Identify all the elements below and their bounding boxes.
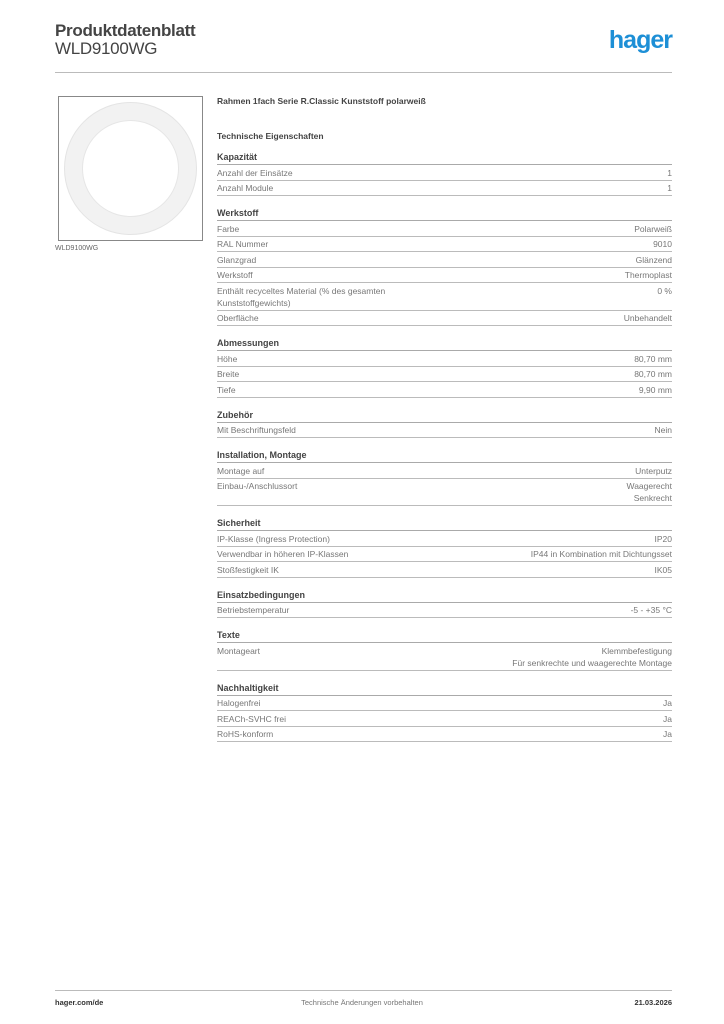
section-heading: Abmessungen <box>217 336 672 351</box>
property-row <box>217 603 672 619</box>
property-section <box>217 448 672 506</box>
property-label: Tiefe <box>217 384 236 395</box>
property-value: Unterputz <box>635 465 672 476</box>
property-row <box>217 221 672 237</box>
property-label: Betriebstemperatur <box>217 605 290 615</box>
section-heading: Nachhaltigkeit <box>217 681 672 696</box>
property-row <box>217 643 672 671</box>
section-heading: Werkstoff <box>217 206 672 221</box>
property-row <box>217 283 672 311</box>
page-title: Produktdatenblatt <box>55 21 196 40</box>
property-row <box>217 463 672 479</box>
section-heading: Einsatzbedingungen <box>217 588 672 603</box>
property-value: Waagerecht Senkrecht <box>626 481 672 503</box>
property-section <box>217 588 672 619</box>
frame-image-icon <box>59 97 202 240</box>
property-label: Breite <box>217 369 240 379</box>
property-row <box>217 165 672 181</box>
property-label: Glanzgrad <box>217 254 257 265</box>
property-label: Verwendbar in höheren IP-Klassen <box>217 549 349 559</box>
product-code: WLD9100WG <box>55 39 158 58</box>
property-row <box>217 268 672 284</box>
section-heading: Texte <box>217 628 672 643</box>
property-value: 9010 <box>653 239 672 249</box>
property-row <box>217 237 672 253</box>
property-row <box>217 351 672 367</box>
property-sections <box>217 150 672 742</box>
product-details <box>217 95 672 752</box>
property-row <box>217 311 672 327</box>
property-row <box>217 562 672 578</box>
footer-date: 21.03.2026 <box>634 998 672 1007</box>
property-label: Oberfläche <box>217 313 259 323</box>
property-value: 9,90 mm <box>638 384 672 395</box>
property-row <box>217 423 672 439</box>
property-label: Anzahl Module <box>217 183 274 193</box>
section-heading: Sicherheit <box>217 516 672 531</box>
property-value: 80,70 mm <box>634 369 672 379</box>
property-value: -5 - +35 °C <box>630 605 672 615</box>
property-value: Polarweiß <box>634 223 672 234</box>
property-label: Einbau-/Anschlussort <box>217 481 298 491</box>
footer-website: hager.com/de <box>55 998 104 1007</box>
property-value: Klemmbefestigung Für senkrechte und waagerechte Montage <box>512 645 672 668</box>
property-value: IP20 <box>654 533 672 544</box>
property-section <box>217 628 672 671</box>
property-label: Stoßfestigkeit IK <box>217 564 279 575</box>
property-row <box>217 382 672 398</box>
property-value: Ja <box>663 729 672 739</box>
section-heading: Installation, Montage <box>217 448 672 463</box>
property-value: 80,70 mm <box>634 353 672 364</box>
technical-properties-heading: Technische Eigenschaften <box>217 131 324 141</box>
property-label: RoHS-konform <box>217 729 274 739</box>
property-value: Glänzend <box>635 254 672 265</box>
property-label: Montageart <box>217 645 260 656</box>
property-value: 1 <box>667 183 672 193</box>
property-section <box>217 336 672 398</box>
property-label: RAL Nummer <box>217 239 269 249</box>
section-heading: Kapazität <box>217 150 672 165</box>
property-label: Mit Beschriftungsfeld <box>217 425 296 435</box>
property-value: IP44 in Kombination mit Dichtungsset <box>530 549 672 559</box>
property-value: Unbehandelt <box>623 313 672 323</box>
section-heading: Zubehör <box>217 408 672 423</box>
property-section <box>217 206 672 326</box>
property-value: 0 % <box>657 285 672 296</box>
property-section <box>217 150 672 196</box>
property-label: REACh-SVHC frei <box>217 713 286 724</box>
property-value: IK05 <box>654 564 672 575</box>
footer-divider <box>55 990 672 991</box>
property-label: Anzahl der Einsätze <box>217 167 293 178</box>
property-row <box>217 181 672 197</box>
property-label: Farbe <box>217 223 240 234</box>
property-value: Ja <box>663 713 672 724</box>
property-label: Halogenfrei <box>217 698 261 708</box>
property-label: Montage auf <box>217 465 265 476</box>
product-image <box>58 96 203 241</box>
image-caption: WLD9100WG <box>55 245 99 252</box>
property-section <box>217 516 672 578</box>
header-divider <box>55 72 672 73</box>
property-section <box>217 681 672 743</box>
property-value: Nein <box>654 425 672 435</box>
property-row <box>217 479 672 507</box>
property-label: Höhe <box>217 353 238 364</box>
property-value: Thermoplast <box>624 270 672 280</box>
property-value: 1 <box>667 167 672 178</box>
property-label: Werkstoff <box>217 270 253 280</box>
property-value: Ja <box>663 698 672 708</box>
property-section <box>217 408 672 439</box>
footer-note: Technische Änderungen vorbehalten <box>301 998 423 1007</box>
property-row <box>217 696 672 712</box>
hager-logo: hager <box>608 26 672 54</box>
property-row <box>217 531 672 547</box>
property-label: IP-Klasse (Ingress Protection) <box>217 533 330 544</box>
property-label: Enthält recyceltes Material (% des gesamten Kunststoffgewichts) <box>217 285 386 308</box>
property-row <box>217 727 672 743</box>
property-row <box>217 252 672 268</box>
property-row <box>217 547 672 563</box>
property-row <box>217 367 672 383</box>
product-title: Rahmen 1fach Serie R.Classic Kunststoff polarweiß <box>217 96 426 106</box>
property-row <box>217 711 672 727</box>
